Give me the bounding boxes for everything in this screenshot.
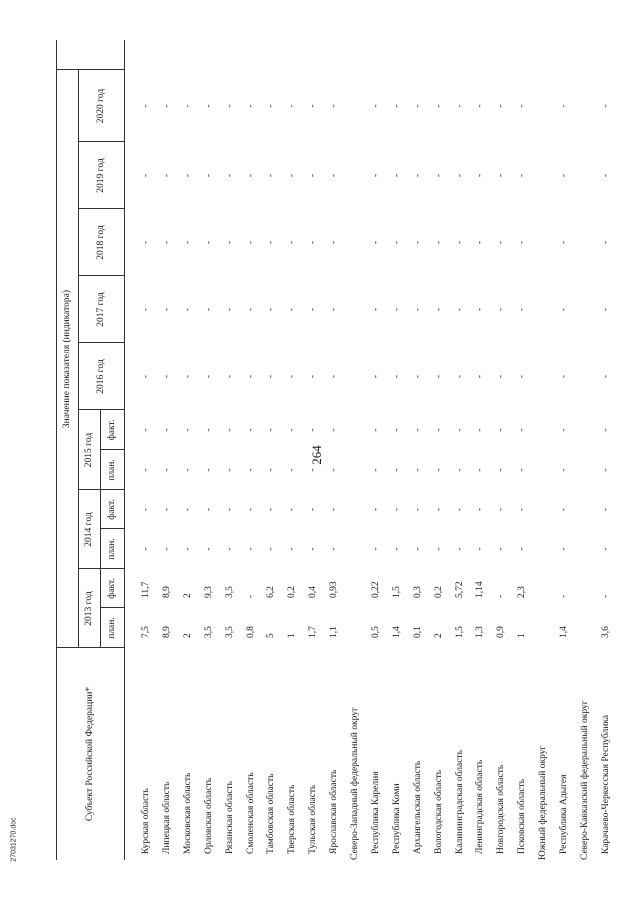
subject-name: Рязанская область [224,781,235,854]
indicator-value: - [475,507,486,512]
indicator-value: - [496,507,507,512]
indicator-value: - [224,547,235,551]
indicator-value: - [433,507,444,512]
indicator-value: - [433,240,444,245]
indicator-value: - [266,507,277,512]
indicator-value: - [391,173,402,178]
indicator-value: - [496,428,507,432]
indicator-value: - [245,240,256,245]
indicator-value: - [182,374,193,379]
indicator-value: 8,9 [161,626,172,638]
indicator-value: - [161,307,172,312]
indicator-value: - [329,307,340,312]
subject-name: Смоленская область [245,772,256,854]
indicator-value: - [329,428,340,432]
indicator-value: - [203,374,214,379]
indicator-value: - [475,240,486,245]
indicator-value: - [559,428,569,432]
indicator-value: - [287,173,298,178]
indicator-value: - [161,240,172,245]
indicator-value: - [141,240,151,245]
year-2017-header: 2017 год [96,292,106,327]
plan-subheader: план. [107,617,117,639]
indicator-value: - [454,428,465,432]
indicator-value: - [370,307,381,312]
indicator-value: 3,5 [224,626,235,638]
indicator-value: - [224,173,235,178]
indicator-value: - [600,173,611,178]
indicator-value: - [266,428,277,432]
indicator-value: - [454,468,465,472]
indicator-value: - [308,104,319,108]
indicator-value: 1,5 [391,586,402,598]
indicator-value: - [517,547,528,551]
indicator-value: 0,3 [412,586,423,598]
indicator-value: 0,5 [370,626,381,638]
indicator-value: - [308,374,319,379]
indicator-value: - [287,104,298,108]
indicator-value: 1,3 [475,626,486,638]
indicator-value: - [329,104,340,108]
indicator-value: - [182,307,193,312]
indicator-value: - [433,547,444,551]
indicator-value: - [370,173,381,178]
fact-subheader: факт. [107,499,117,520]
subject-name: Московская область [182,772,193,854]
subject-name: Вологодская область [433,769,444,854]
indicator-value: - [391,428,402,432]
indicator-value: - [329,173,340,178]
indicator-value: 2 [182,593,193,598]
indicator-value: 1,7 [308,626,319,638]
indicator-value: 3,5 [203,626,214,638]
indicator-value: - [370,428,381,432]
indicator-value: - [475,374,486,379]
header-bottom-rule [124,40,125,860]
indicator-value: - [559,307,569,312]
document-id: 27031270.doc [10,817,18,862]
fact-subheader: факт. [107,578,117,599]
indicator-value: - [329,374,340,379]
indicator-value: - [245,507,256,512]
indicator-value: - [412,468,423,472]
indicator-value: - [266,307,277,312]
indicator-value: - [370,507,381,512]
indicator-value: - [433,428,444,432]
indicator-value: - [496,547,507,551]
indicator-value: - [245,547,256,551]
indicator-value: - [161,507,172,512]
indicator-value: - [454,240,465,245]
subject-name: Карачаево-Черкесская Республика [600,714,611,854]
indicator-value: - [224,240,235,245]
subject-header: Субъект Российской Федерации* [85,686,95,822]
indicator-value: - [559,104,569,108]
indicator-value: - [517,240,528,245]
indicator-value: - [203,104,214,108]
indicator-value: - [475,468,486,472]
year-2018-header: 2018 год [96,225,106,260]
indicator-value: - [266,173,277,178]
indicator-value: - [161,374,172,379]
indicator-value: - [308,468,319,472]
indicator-value: - [412,547,423,551]
indicator-value: 0,4 [308,586,319,598]
indicator-value: - [370,104,381,108]
indicator-value: - [454,173,465,178]
indicator-value: - [287,507,298,512]
indicator-value: - [370,468,381,472]
indicator-value: - [391,374,402,379]
indicator-value: - [475,307,486,312]
indicator-value: - [454,104,465,108]
subject-name: Тульская область [308,784,319,854]
indicator-value: - [559,240,569,245]
indicator-value: - [161,468,172,472]
indicator-value: 11,7 [141,581,151,598]
indicator-value: - [559,173,569,178]
indicator-value: - [308,307,319,312]
indicator-value: - [600,468,611,472]
indicator-value: - [600,104,611,108]
indicator-value: 9,3 [203,586,214,598]
indicator-value: - [517,104,528,108]
indicator-value: - [475,173,486,178]
subject-name: Северо-Кавказский федеральный округ [579,700,590,860]
indicator-value: - [329,507,340,512]
indicator-value: 2 [433,633,444,638]
indicator-value: 8,9 [161,586,172,598]
indicator-value: - [308,173,319,178]
indicator-value: - [391,104,402,108]
indicator-value: 1,5 [454,626,465,638]
indicator-value: - [412,240,423,245]
indicator-value: - [559,468,569,472]
indicator-value: - [517,307,528,312]
indicator-value: - [496,307,507,312]
indicator-value: - [266,374,277,379]
indicator-value: - [600,594,611,598]
indicator-value: - [141,374,151,379]
indicator-value: - [141,307,151,312]
indicator-value: - [141,468,151,472]
indicator-value: - [287,547,298,551]
indicator-value: - [517,428,528,432]
indicator-value: - [141,428,151,432]
indicator-value: - [203,507,214,512]
indicator-value: - [391,468,402,472]
indicator-value: - [391,547,402,551]
indicator-value: - [245,173,256,178]
indicator-value: - [266,104,277,108]
indicator-value: - [412,104,423,108]
subject-name: Республика Коми [391,783,402,854]
indicator-value: - [182,468,193,472]
indicator-value: - [559,547,569,551]
indicator-value: - [517,374,528,379]
indicator-value: - [203,428,214,432]
indicator-value: - [203,547,214,551]
indicator-value: 0,8 [245,626,256,638]
indicator-value: - [600,428,611,432]
indicator-value: - [287,468,298,472]
indicator-value: - [496,173,507,178]
indicator-value: - [287,428,298,432]
indicator-value: 7,5 [141,626,151,638]
indicator-value: - [496,104,507,108]
indicator-value: 3,6 [600,626,611,638]
page-number: 264 [308,445,324,465]
indicator-value: - [454,507,465,512]
plan-subheader: план. [107,459,117,481]
indicator-value: - [370,240,381,245]
indicator-value: - [433,173,444,178]
indicator-value: - [224,374,235,379]
subject-name: Тверская область [287,784,298,854]
indicator-value: - [329,547,340,551]
indicator-value: - [370,374,381,379]
subject-name: Липецкая область [161,781,172,854]
indicator-value: - [245,428,256,432]
indicator-value: - [308,240,319,245]
indicator-value: - [475,104,486,108]
indicator-value: - [141,547,151,551]
indicator-value: - [182,173,193,178]
indicator-value: - [141,104,151,108]
indicator-value: - [433,374,444,379]
indicator-value: - [475,547,486,551]
subject-name: Калининградская область [454,750,465,854]
indicator-value: 1,4 [559,626,569,638]
indicator-value: - [496,240,507,245]
indicator-value: 0,22 [370,581,381,598]
indicator-value: - [141,507,151,512]
indicator-value: - [161,547,172,551]
indicator-value: - [203,240,214,245]
indicator-value: 3,5 [224,586,235,598]
indicator-value: - [496,468,507,472]
indicator-value: - [182,507,193,512]
indicator-value: - [224,468,235,472]
indicator-value: - [517,507,528,512]
indicator-table [56,40,611,860]
indicator-value: - [517,173,528,178]
indicator-value: - [600,240,611,245]
indicator-value: - [391,307,402,312]
subject-name: Республика Адыгея [559,774,569,854]
indicator-value: - [391,240,402,245]
year-2016-header: 2016 год [96,359,106,394]
indicator-value: - [454,307,465,312]
indicator-value: - [600,507,611,512]
indicator-value: - [266,547,277,551]
subject-name: Ярославская область [329,769,340,854]
indicator-value: 1,4 [391,626,402,638]
indicator-value: - [224,507,235,512]
indicator-header: Значение показателя (индикатора) [62,289,72,429]
indicator-value: - [412,173,423,178]
indicator-value: - [182,428,193,432]
indicator-value: - [329,468,340,472]
indicator-value: 0,1 [412,626,423,638]
indicator-value: - [433,307,444,312]
indicator-value: - [266,240,277,245]
indicator-value: - [496,374,507,379]
indicator-value: - [370,547,381,551]
subject-name: Псковская область [517,778,528,854]
indicator-value: - [308,428,319,432]
subject-name: Архангельская область [412,760,423,854]
year-2020-header: 2020 год [96,88,106,124]
indicator-value: - [245,307,256,312]
indicator-value: - [517,468,528,472]
indicator-value: - [287,374,298,379]
indicator-value: - [182,547,193,551]
indicator-value: 2,3 [517,586,528,598]
indicator-value: 5,72 [454,581,465,598]
indicator-value: - [412,374,423,379]
indicator-value: - [245,468,256,472]
indicator-value: - [600,307,611,312]
year-2014-header: 2014 год [84,512,94,547]
indicator-value: - [433,468,444,472]
indicator-value: - [433,104,444,108]
indicator-value: - [224,307,235,312]
indicator-value: - [141,173,151,178]
indicator-value: - [412,428,423,432]
indicator-value: - [224,428,235,432]
indicator-value: - [245,374,256,379]
indicator-value: - [329,240,340,245]
indicator-value: - [475,428,486,432]
indicator-value: - [559,507,569,512]
indicator-value: - [600,374,611,379]
subject-name: Южный федеральный округ [538,745,549,860]
indicator-value: - [161,428,172,432]
indicator-value: - [182,104,193,108]
indicator-value: 1,1 [329,626,340,638]
indicator-value: - [287,307,298,312]
subject-name: Тамбовская область [266,773,277,854]
indicator-value: - [454,374,465,379]
indicator-value: - [161,104,172,108]
indicator-value: 0,9 [496,626,507,638]
indicator-value: 5 [266,633,277,638]
indicator-value: - [266,468,277,472]
indicator-value: - [412,507,423,512]
year-2015-header: 2015 год [84,432,94,468]
indicator-value: - [454,547,465,551]
indicator-value: 0,93 [329,581,340,598]
indicator-value: - [308,547,319,551]
indicator-value: - [245,594,256,598]
indicator-value: - [391,507,402,512]
indicator-value: - [203,307,214,312]
indicator-value: - [245,104,256,108]
indicator-value: - [203,173,214,178]
subject-name: Северо-Западный федеральный округ [350,707,360,860]
indicator-value: - [308,507,319,512]
subject-name: Орловская область [203,777,214,854]
indicator-value: 1,14 [475,581,486,598]
indicator-value: - [600,547,611,551]
subject-name: Ленинградская область [475,759,486,854]
subject-name: Курская область [141,788,151,854]
subject-name: Новгородская область [496,764,507,854]
plan-subheader: план. [107,538,117,560]
fact-subheader: факт. [107,419,117,441]
indicator-value: - [161,173,172,178]
year-2019-header: 2019 год [96,158,106,193]
year-2013-header: 2013 год [84,591,94,626]
indicator-value: - [182,240,193,245]
indicator-value: - [224,104,235,108]
indicator-value: 0,2 [287,586,298,598]
indicator-value: 2 [182,633,193,638]
indicator-value: - [203,468,214,472]
indicator-value: - [412,307,423,312]
indicator-value: - [496,594,507,598]
subject-name: Республика Карелия [370,771,381,854]
indicator-value: - [559,594,569,598]
indicator-value: - [287,240,298,245]
indicator-value: 0,2 [433,586,444,598]
indicator-value: - [559,374,569,379]
indicator-value: 6,2 [266,586,277,598]
indicator-value: 1 [287,633,298,638]
indicator-value: 1 [517,633,528,638]
